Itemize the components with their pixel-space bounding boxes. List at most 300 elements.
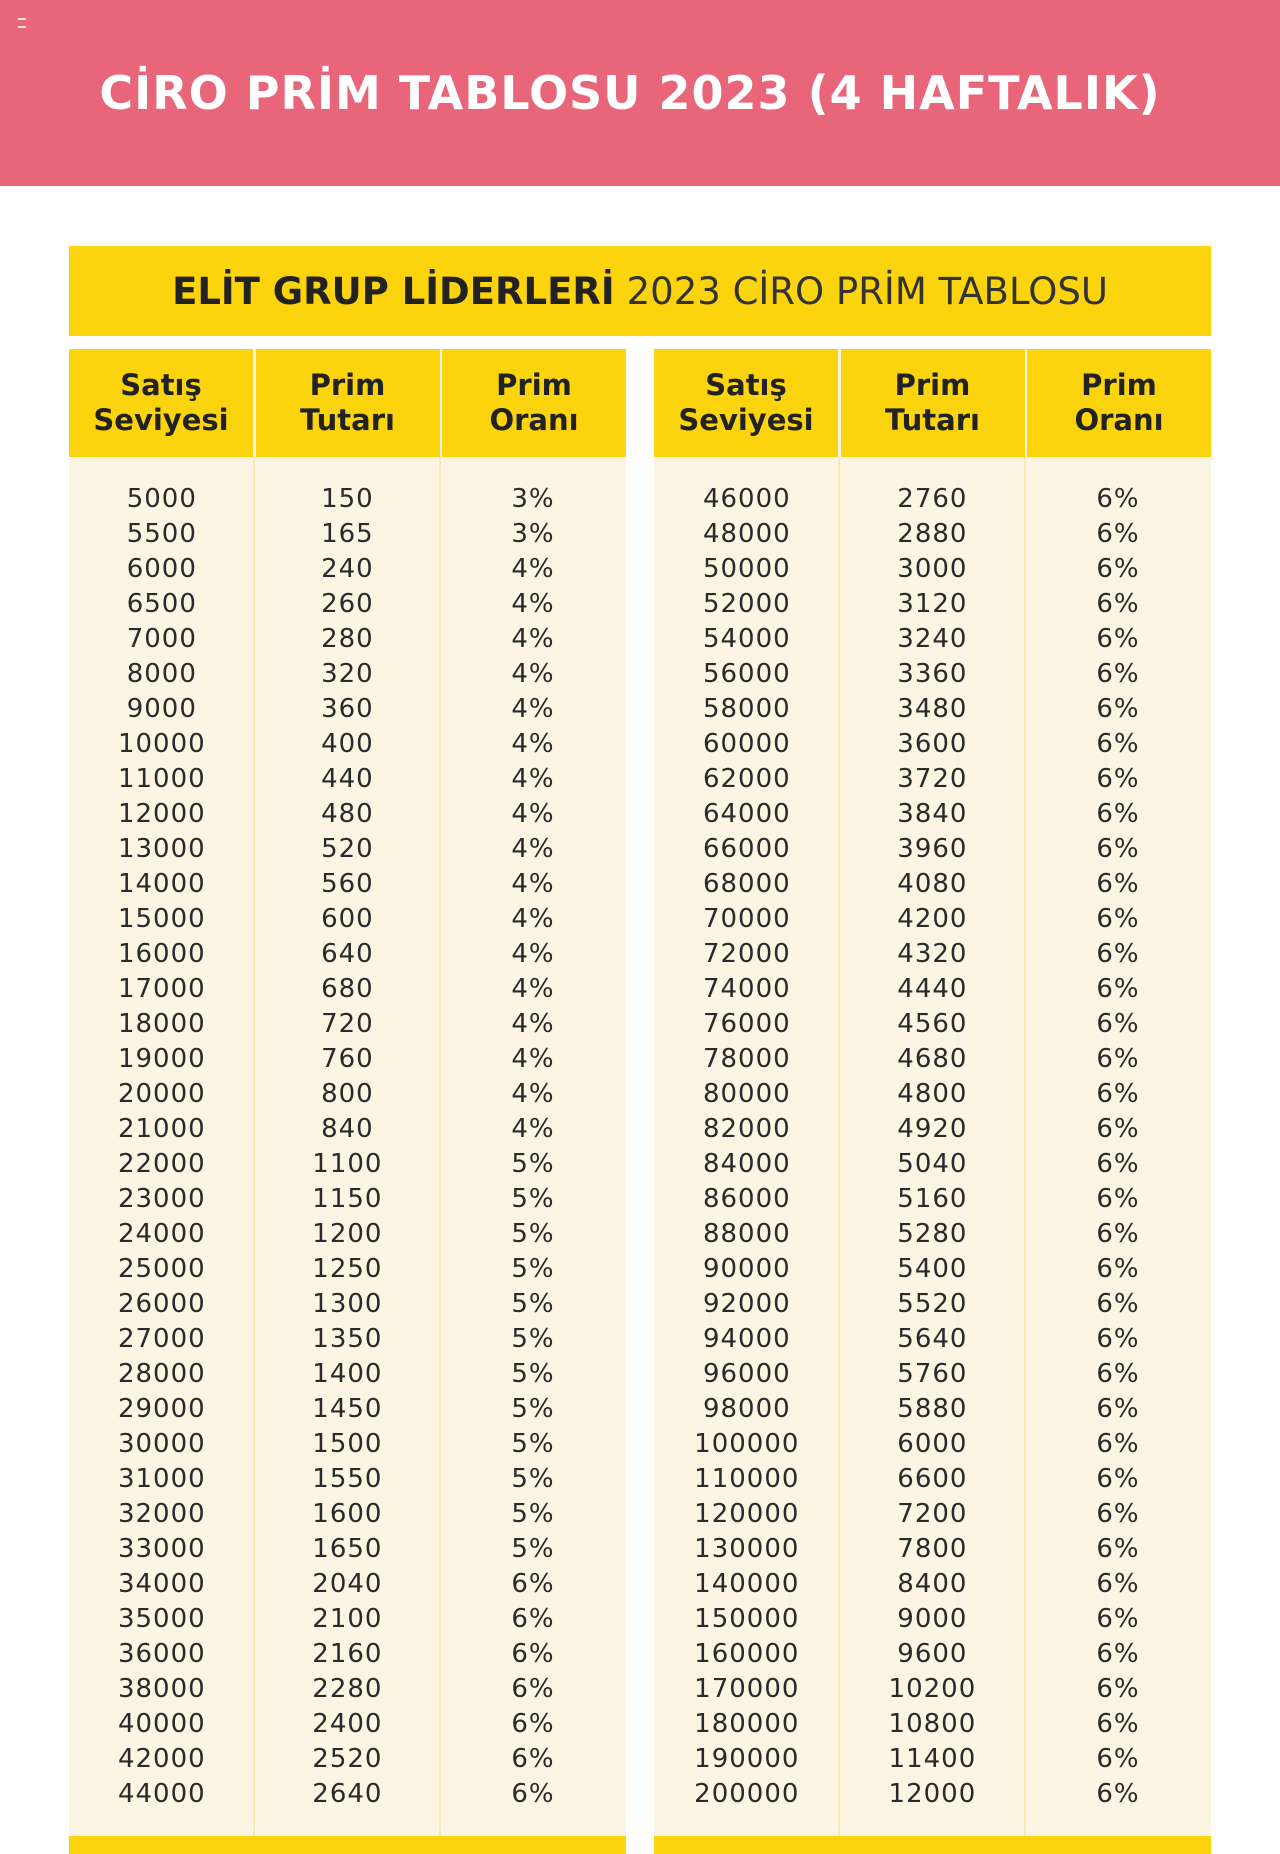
table-row <box>654 1706 1211 1741</box>
cell-bonus-amount: 1450 <box>312 1393 383 1424</box>
cell-sales-level: 140000 <box>694 1568 800 1599</box>
cell-bonus-rate: 6% <box>511 1778 555 1809</box>
cell-sales-level: 23000 <box>117 1183 206 1214</box>
cell-bonus-rate: 6% <box>511 1743 555 1774</box>
table-rows <box>654 481 1211 1811</box>
cell-sales-level: 42000 <box>117 1743 206 1774</box>
table-body <box>69 457 626 1854</box>
header-bonus-amount: Prim Tutarı <box>256 349 440 457</box>
cell-sales-level: 46000 <box>702 483 791 514</box>
cell-bonus-rate: 5% <box>511 1533 555 1564</box>
table-row <box>654 1146 1211 1181</box>
cell-bonus-rate: 6% <box>1096 1183 1140 1214</box>
cell-bonus-amount: 4080 <box>897 868 968 899</box>
table-row <box>69 1671 626 1706</box>
table-body <box>654 457 1211 1854</box>
cell-bonus-rate: 4% <box>511 868 555 899</box>
cell-sales-level: 80000 <box>702 1078 791 1109</box>
cell-bonus-rate: 4% <box>511 798 555 829</box>
cell-bonus-rate: 6% <box>1096 1008 1140 1039</box>
cell-sales-level: 10000 <box>117 728 206 759</box>
cell-bonus-rate: 6% <box>1096 1743 1140 1774</box>
cell-bonus-rate: 6% <box>511 1568 555 1599</box>
cell-bonus-rate: 4% <box>511 973 555 1004</box>
table-row <box>69 516 626 551</box>
table-row <box>654 1076 1211 1111</box>
table-row <box>654 1426 1211 1461</box>
cell-sales-level: 76000 <box>702 1008 791 1039</box>
cell-sales-level: 64000 <box>702 798 791 829</box>
cell-bonus-rate: 5% <box>511 1498 555 1529</box>
cell-bonus-amount: 1400 <box>312 1358 383 1389</box>
table-row <box>654 516 1211 551</box>
cell-sales-level: 36000 <box>117 1638 206 1669</box>
cell-sales-level: 58000 <box>702 693 791 724</box>
cell-sales-level: 18000 <box>117 1008 206 1039</box>
table-row <box>654 551 1211 586</box>
cell-bonus-rate: 4% <box>511 903 555 934</box>
cell-bonus-amount: 360 <box>321 693 374 724</box>
table-row <box>654 866 1211 901</box>
cell-bonus-rate: 6% <box>1096 1673 1140 1704</box>
table-row <box>654 1496 1211 1531</box>
cell-sales-level: 5000 <box>126 483 197 514</box>
cell-bonus-rate: 4% <box>511 658 555 689</box>
table-row <box>69 1111 626 1146</box>
cell-bonus-amount: 5040 <box>897 1148 968 1179</box>
cell-bonus-rate: 3% <box>511 518 555 549</box>
table-row <box>654 1776 1211 1811</box>
table-row <box>654 901 1211 936</box>
cell-bonus-amount: 5400 <box>897 1253 968 1284</box>
table-row <box>654 1461 1211 1496</box>
cell-bonus-rate: 6% <box>1096 798 1140 829</box>
cell-bonus-amount: 10800 <box>888 1708 977 1739</box>
cell-sales-level: 84000 <box>702 1148 791 1179</box>
cell-sales-level: 11000 <box>117 763 206 794</box>
header-bonus-rate: Prim Oranı <box>1027 349 1211 457</box>
cell-bonus-rate: 5% <box>511 1253 555 1284</box>
cell-bonus-amount: 240 <box>321 553 374 584</box>
table-row <box>654 1286 1211 1321</box>
cell-sales-level: 14000 <box>117 868 206 899</box>
table-rows <box>69 481 626 1811</box>
cell-sales-level: 15000 <box>117 903 206 934</box>
table-row <box>654 1566 1211 1601</box>
cell-sales-level: 8000 <box>126 658 197 689</box>
cell-sales-level: 52000 <box>702 588 791 619</box>
cell-bonus-rate: 5% <box>511 1323 555 1354</box>
cell-sales-level: 21000 <box>117 1113 206 1144</box>
cell-bonus-amount: 3960 <box>897 833 968 864</box>
cell-bonus-amount: 10200 <box>888 1673 977 1704</box>
cell-sales-level: 6500 <box>126 588 197 619</box>
cell-bonus-amount: 2760 <box>897 483 968 514</box>
cell-bonus-rate: 6% <box>1096 833 1140 864</box>
cell-sales-level: 12000 <box>117 798 206 829</box>
cell-sales-level: 5500 <box>126 518 197 549</box>
table-row <box>654 1601 1211 1636</box>
cell-bonus-amount: 280 <box>321 623 374 654</box>
table-row <box>654 656 1211 691</box>
cell-bonus-rate: 6% <box>1096 1638 1140 1669</box>
cell-bonus-rate: 5% <box>511 1148 555 1179</box>
table-row <box>654 1671 1211 1706</box>
cell-sales-level: 160000 <box>694 1638 800 1669</box>
cell-sales-level: 98000 <box>702 1393 791 1424</box>
table-row <box>69 586 626 621</box>
bonus-table-left <box>69 349 626 1854</box>
cell-bonus-amount: 4920 <box>897 1113 968 1144</box>
cell-bonus-amount: 4320 <box>897 938 968 969</box>
cell-bonus-rate: 6% <box>511 1673 555 1704</box>
table-row <box>69 621 626 656</box>
cell-bonus-amount: 1600 <box>312 1498 383 1529</box>
table-row <box>69 551 626 586</box>
cell-sales-level: 48000 <box>702 518 791 549</box>
table-row <box>69 1741 626 1776</box>
table-row <box>69 1146 626 1181</box>
cell-bonus-amount: 1250 <box>312 1253 383 1284</box>
cell-bonus-rate: 6% <box>1096 1533 1140 1564</box>
cell-bonus-rate: 6% <box>1096 728 1140 759</box>
cell-bonus-amount: 5880 <box>897 1393 968 1424</box>
table-row <box>654 1531 1211 1566</box>
cell-bonus-amount: 640 <box>321 938 374 969</box>
table-row <box>654 971 1211 1006</box>
cell-sales-level: 62000 <box>702 763 791 794</box>
cell-bonus-amount: 2040 <box>312 1568 383 1599</box>
cell-bonus-rate: 6% <box>1096 1393 1140 1424</box>
table-row <box>654 481 1211 516</box>
cell-bonus-amount: 560 <box>321 868 374 899</box>
cell-sales-level: 130000 <box>694 1533 800 1564</box>
cell-sales-level: 90000 <box>702 1253 791 1284</box>
cell-sales-level: 9000 <box>126 693 197 724</box>
cell-sales-level: 92000 <box>702 1288 791 1319</box>
cell-sales-level: 56000 <box>702 658 791 689</box>
cell-bonus-rate: 6% <box>1096 868 1140 899</box>
cell-bonus-amount: 3720 <box>897 763 968 794</box>
cell-bonus-amount: 840 <box>321 1113 374 1144</box>
bonus-table-right <box>654 349 1211 1854</box>
table-row <box>69 481 626 516</box>
cell-sales-level: 200000 <box>694 1778 800 1809</box>
cell-bonus-amount: 600 <box>321 903 374 934</box>
cell-bonus-amount: 5160 <box>897 1183 968 1214</box>
cell-sales-level: 170000 <box>694 1673 800 1704</box>
cell-bonus-rate: 6% <box>1096 1218 1140 1249</box>
table-row <box>69 1251 626 1286</box>
table-row <box>654 1356 1211 1391</box>
cell-bonus-rate: 5% <box>511 1393 555 1424</box>
table-row <box>654 586 1211 621</box>
table-row <box>69 831 626 866</box>
header-bonus-rate: Prim Oranı <box>442 349 626 457</box>
cell-bonus-rate: 6% <box>1096 1358 1140 1389</box>
cell-sales-level: 54000 <box>702 623 791 654</box>
table-row <box>69 1776 626 1811</box>
cell-bonus-rate: 4% <box>511 588 555 619</box>
cell-bonus-rate: 5% <box>511 1288 555 1319</box>
cell-bonus-rate: 6% <box>1096 1428 1140 1459</box>
cell-bonus-amount: 1350 <box>312 1323 383 1354</box>
cell-sales-level: 72000 <box>702 938 791 969</box>
cell-bonus-rate: 6% <box>511 1603 555 1634</box>
table-row <box>69 1216 626 1251</box>
cell-bonus-rate: 6% <box>1096 1288 1140 1319</box>
cell-sales-level: 150000 <box>694 1603 800 1634</box>
cell-bonus-rate: 6% <box>1096 1148 1140 1179</box>
subtitle-group-name: ELİT GRUP LİDERLERİ <box>172 269 615 313</box>
cell-bonus-amount: 720 <box>321 1008 374 1039</box>
table-row <box>654 621 1211 656</box>
cell-bonus-rate: 6% <box>1096 1603 1140 1634</box>
cell-bonus-amount: 9000 <box>897 1603 968 1634</box>
header-bonus-amount: Prim Tutarı <box>841 349 1025 457</box>
cell-bonus-amount: 4200 <box>897 903 968 934</box>
table-row <box>69 761 626 796</box>
table-row <box>69 866 626 901</box>
cell-sales-level: 20000 <box>117 1078 206 1109</box>
table-row <box>654 831 1211 866</box>
cell-bonus-amount: 7800 <box>897 1533 968 1564</box>
table-row <box>69 1426 626 1461</box>
table-subtitle <box>69 246 1211 336</box>
cell-bonus-amount: 5640 <box>897 1323 968 1354</box>
cell-bonus-rate: 6% <box>1096 1113 1140 1144</box>
cell-bonus-rate: 6% <box>1096 588 1140 619</box>
cell-bonus-amount: 320 <box>321 658 374 689</box>
cell-bonus-amount: 4440 <box>897 973 968 1004</box>
cell-sales-level: 22000 <box>117 1148 206 1179</box>
cell-bonus-amount: 1100 <box>312 1148 383 1179</box>
table-row <box>654 936 1211 971</box>
cell-bonus-amount: 11400 <box>888 1743 977 1774</box>
cell-bonus-amount: 2520 <box>312 1743 383 1774</box>
cell-bonus-rate: 6% <box>1096 1323 1140 1354</box>
table-row <box>69 1041 626 1076</box>
table-row <box>69 1356 626 1391</box>
cell-bonus-amount: 4560 <box>897 1008 968 1039</box>
cell-bonus-amount: 3000 <box>897 553 968 584</box>
cell-bonus-rate: 4% <box>511 1008 555 1039</box>
table-row <box>654 1741 1211 1776</box>
table-row <box>654 1006 1211 1041</box>
cell-sales-level: 68000 <box>702 868 791 899</box>
cell-sales-level: 13000 <box>117 833 206 864</box>
cell-sales-level: 70000 <box>702 903 791 934</box>
cell-bonus-amount: 3240 <box>897 623 968 654</box>
cell-sales-level: 31000 <box>117 1463 206 1494</box>
table-row <box>69 1636 626 1671</box>
cell-bonus-amount: 2640 <box>312 1778 383 1809</box>
cell-sales-level: 180000 <box>694 1708 800 1739</box>
table-row <box>654 1111 1211 1146</box>
cell-bonus-amount: 165 <box>321 518 374 549</box>
table-row <box>69 796 626 831</box>
cell-bonus-amount: 3480 <box>897 693 968 724</box>
page-title: CİRO PRİM TABLOSU 2023 (4 HAFTALIK) <box>99 66 1161 120</box>
table-header <box>69 349 626 457</box>
cell-bonus-amount: 5520 <box>897 1288 968 1319</box>
cell-bonus-rate: 5% <box>511 1428 555 1459</box>
cell-bonus-amount: 2100 <box>312 1603 383 1634</box>
table-row <box>69 1391 626 1426</box>
cell-sales-level: 33000 <box>117 1533 206 1564</box>
cell-bonus-amount: 1200 <box>312 1218 383 1249</box>
cell-bonus-rate: 6% <box>1096 1568 1140 1599</box>
cell-bonus-rate: 6% <box>1096 1778 1140 1809</box>
cell-bonus-amount: 520 <box>321 833 374 864</box>
table-row <box>69 1076 626 1111</box>
table-row <box>69 691 626 726</box>
cell-bonus-rate: 5% <box>511 1358 555 1389</box>
cell-bonus-amount: 1650 <box>312 1533 383 1564</box>
cell-bonus-rate: 3% <box>511 483 555 514</box>
table-row <box>69 1461 626 1496</box>
menu-icon <box>18 18 26 28</box>
cell-sales-level: 26000 <box>117 1288 206 1319</box>
table-row <box>654 1391 1211 1426</box>
table-row <box>654 1321 1211 1356</box>
cell-bonus-rate: 6% <box>1096 763 1140 794</box>
cell-bonus-amount: 1150 <box>312 1183 383 1214</box>
cell-bonus-amount: 3600 <box>897 728 968 759</box>
cell-bonus-rate: 4% <box>511 763 555 794</box>
cell-sales-level: 88000 <box>702 1218 791 1249</box>
cell-sales-level: 27000 <box>117 1323 206 1354</box>
table-row <box>654 1636 1211 1671</box>
cell-bonus-amount: 5760 <box>897 1358 968 1389</box>
cell-bonus-amount: 2160 <box>312 1638 383 1669</box>
cell-bonus-rate: 6% <box>1096 1708 1140 1739</box>
table-footer-strip <box>69 1836 626 1854</box>
cell-bonus-amount: 260 <box>321 588 374 619</box>
cell-sales-level: 94000 <box>702 1323 791 1354</box>
cell-bonus-amount: 7200 <box>897 1498 968 1529</box>
table-row <box>69 1181 626 1216</box>
cell-bonus-rate: 6% <box>1096 553 1140 584</box>
cell-sales-level: 66000 <box>702 833 791 864</box>
table-row <box>69 936 626 971</box>
table-row <box>654 796 1211 831</box>
cell-bonus-amount: 480 <box>321 798 374 829</box>
cell-bonus-rate: 6% <box>1096 658 1140 689</box>
cell-bonus-amount: 3120 <box>897 588 968 619</box>
cell-bonus-amount: 6600 <box>897 1463 968 1494</box>
cell-bonus-rate: 6% <box>1096 623 1140 654</box>
cell-bonus-rate: 6% <box>1096 1043 1140 1074</box>
cell-bonus-rate: 6% <box>511 1708 555 1739</box>
cell-bonus-amount: 400 <box>321 728 374 759</box>
cell-sales-level: 34000 <box>117 1568 206 1599</box>
cell-bonus-amount: 4800 <box>897 1078 968 1109</box>
table-row <box>69 1496 626 1531</box>
cell-bonus-rate: 4% <box>511 553 555 584</box>
table-header <box>654 349 1211 457</box>
cell-bonus-amount: 150 <box>321 483 374 514</box>
table-row <box>654 1041 1211 1076</box>
cell-sales-level: 96000 <box>702 1358 791 1389</box>
cell-bonus-rate: 6% <box>511 1638 555 1669</box>
cell-bonus-rate: 4% <box>511 623 555 654</box>
table-row <box>654 1181 1211 1216</box>
table-row <box>654 1251 1211 1286</box>
table-footer-strip <box>654 1836 1211 1854</box>
cell-bonus-amount: 1550 <box>312 1463 383 1494</box>
cell-sales-level: 16000 <box>117 938 206 969</box>
table-row <box>654 1216 1211 1251</box>
cell-sales-level: 28000 <box>117 1358 206 1389</box>
cell-bonus-rate: 6% <box>1096 1253 1140 1284</box>
cell-bonus-amount: 12000 <box>888 1778 977 1809</box>
cell-sales-level: 190000 <box>694 1743 800 1774</box>
cell-bonus-amount: 800 <box>321 1078 374 1109</box>
cell-bonus-amount: 2280 <box>312 1673 383 1704</box>
title-banner <box>0 0 1280 186</box>
cell-bonus-amount: 9600 <box>897 1638 968 1669</box>
cell-bonus-rate: 4% <box>511 1078 555 1109</box>
cell-bonus-rate: 4% <box>511 728 555 759</box>
table-row <box>654 726 1211 761</box>
cell-sales-level: 32000 <box>117 1498 206 1529</box>
cell-sales-level: 40000 <box>117 1708 206 1739</box>
cell-sales-level: 78000 <box>702 1043 791 1074</box>
subtitle-table-name: 2023 CİRO PRİM TABLOSU <box>626 269 1108 313</box>
cell-bonus-rate: 4% <box>511 833 555 864</box>
cell-sales-level: 30000 <box>117 1428 206 1459</box>
table-row <box>654 761 1211 796</box>
header-sales-level: Satış Seviyesi <box>654 349 838 457</box>
cell-sales-level: 38000 <box>117 1673 206 1704</box>
cell-sales-level: 35000 <box>117 1603 206 1634</box>
cell-bonus-rate: 4% <box>511 938 555 969</box>
table-row <box>69 1566 626 1601</box>
cell-bonus-amount: 2880 <box>897 518 968 549</box>
cell-sales-level: 60000 <box>702 728 791 759</box>
cell-bonus-amount: 8400 <box>897 1568 968 1599</box>
cell-sales-level: 74000 <box>702 973 791 1004</box>
cell-bonus-rate: 6% <box>1096 1078 1140 1109</box>
cell-bonus-rate: 6% <box>1096 1498 1140 1529</box>
cell-bonus-rate: 6% <box>1096 483 1140 514</box>
cell-bonus-rate: 6% <box>1096 1463 1140 1494</box>
table-row <box>69 1601 626 1636</box>
cell-sales-level: 25000 <box>117 1253 206 1284</box>
table-row <box>69 1706 626 1741</box>
cell-sales-level: 17000 <box>117 973 206 1004</box>
cell-bonus-rate: 5% <box>511 1183 555 1214</box>
cell-bonus-rate: 6% <box>1096 938 1140 969</box>
table-row <box>654 691 1211 726</box>
table-row <box>69 656 626 691</box>
cell-sales-level: 44000 <box>117 1778 206 1809</box>
cell-bonus-rate: 5% <box>511 1463 555 1494</box>
cell-bonus-amount: 5280 <box>897 1218 968 1249</box>
cell-bonus-rate: 5% <box>511 1218 555 1249</box>
cell-bonus-rate: 4% <box>511 1113 555 1144</box>
cell-sales-level: 100000 <box>694 1428 800 1459</box>
table-row <box>69 1006 626 1041</box>
cell-sales-level: 24000 <box>117 1218 206 1249</box>
cell-sales-level: 7000 <box>126 623 197 654</box>
cell-bonus-rate: 4% <box>511 693 555 724</box>
cell-sales-level: 82000 <box>702 1113 791 1144</box>
table-row <box>69 901 626 936</box>
cell-sales-level: 50000 <box>702 553 791 584</box>
cell-bonus-amount: 1500 <box>312 1428 383 1459</box>
